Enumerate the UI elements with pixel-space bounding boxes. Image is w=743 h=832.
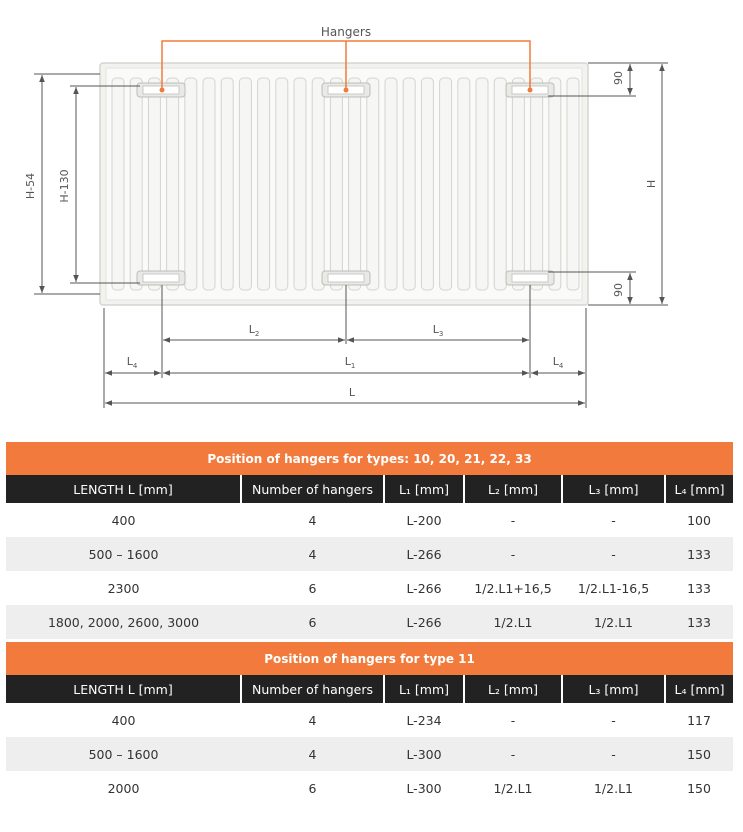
table-cell: 1/2.L1 [493,780,533,796]
table-cell: - [611,512,616,528]
column-header: LENGTH L [mm] [6,675,241,703]
table-cell: 4 [308,712,317,728]
radiator-fin [549,78,561,290]
table-cell: L-266 [384,605,464,639]
column-header: L₃ [mm] [562,675,665,703]
table-cell: 1/2.L1 [593,780,633,796]
table-row [6,703,733,737]
table-cell: 133 [665,537,733,571]
column-header: L₂ [mm] [464,675,562,703]
hanger-top-left [137,83,185,97]
radiator-fin [403,78,415,290]
table-cell: - [510,712,516,728]
label-90-bottom: 90 [612,283,625,297]
table-cell: 133 [687,580,711,596]
table-cell: 133 [665,605,733,639]
label-l3: $L_3$ [432,323,444,338]
table-cell: 150 [665,737,733,771]
table-cell: L-200 [406,512,442,528]
table1-title: Position of hangers for types: 10, 20, 21, 22, 33 [6,442,733,475]
label-h54: H-54 [24,172,37,200]
radiator-fin [276,78,288,290]
radiator-fin [421,78,433,290]
table-cell: 400 [111,512,136,528]
table-cell: 2000 [107,780,140,796]
column-header: L₃ [mm] [562,475,665,503]
label-h: H [645,179,658,189]
radiator-fin [440,78,452,290]
table-cell: 6 [308,580,317,596]
column-header: L₁ [mm] [384,475,464,503]
table-cell: L-266 [406,580,442,596]
table-cell: L-300 [384,737,464,771]
table-cell: 117 [687,712,711,728]
hanger-bottom-middle [322,271,370,285]
column-header: L₂ [mm] [464,475,562,503]
table-cell: 1/2.L1-16,5 [577,580,650,596]
table-cell: 400 [111,712,136,728]
table-cell: 4 [241,737,384,771]
table-cell: 2300 [107,580,140,596]
label-l4-right: $L_4$ [552,355,564,370]
label-l4-left: $L_4$ [126,355,138,370]
table-cell: 6 [308,780,317,796]
radiator-fin [221,78,233,290]
table-cell: 1/2.L1 [464,605,562,639]
radiator-fin [330,78,342,290]
table-cell: L-300 [406,780,442,796]
radiator-fin [239,78,251,290]
radiator-fin [458,78,470,290]
radiator-fin [312,78,324,290]
column-header: L₁ [mm] [384,675,464,703]
label-l2: $L_2$ [248,323,260,338]
hanger-bottom-right [506,271,554,285]
radiator-fin [512,78,524,290]
table2-title: Position of hangers for type 11 [6,642,733,675]
table-row [6,771,733,805]
table-cell: L-234 [406,712,442,728]
radiator-fin [476,78,488,290]
table-cell: 150 [687,780,711,796]
table1-header-row [6,475,733,503]
table-row [6,503,733,537]
radiator-fin [148,78,160,290]
table2-header-row [6,675,733,703]
label-l: L [348,386,356,399]
radiator-fin [349,78,361,290]
hanger-bottom-left [137,271,185,285]
hangers-table-types-10-33 [6,442,733,639]
table-cell: - [611,712,616,728]
table-cell: - [562,537,665,571]
table-cell: - [464,537,562,571]
label-l1: $L_1$ [344,355,356,370]
table-row [6,571,733,605]
radiator-fin [130,78,142,290]
table-cell: 100 [687,512,711,528]
column-header: L₄ [mm] [665,675,733,703]
column-header: Number of hangers [241,675,384,703]
table-row [6,605,733,639]
table-cell: 1800, 2000, 2600, 3000 [6,605,241,639]
column-header: L₄ [mm] [665,475,733,503]
label-90-top: 90 [612,71,625,85]
table-cell: L-266 [384,537,464,571]
table-cell: 500 – 1600 [6,737,241,771]
radiator-fin [185,78,197,290]
table-cell: - [464,737,562,771]
table-cell: - [510,512,516,528]
table-cell: 4 [241,537,384,571]
table-row [6,737,733,771]
table-cell: 1/2.L1 [562,605,665,639]
radiator-fin [112,78,124,290]
radiator-fin [367,78,379,290]
hangers-label: Hangers [320,25,372,39]
table-cell: 4 [308,512,317,528]
table-cell: - [562,737,665,771]
radiator-fin [258,78,270,290]
radiator-fin [494,78,506,290]
label-h130: H-130 [58,169,71,203]
radiator-fin [203,78,215,290]
column-header: LENGTH L [mm] [6,475,241,503]
hangers-table-type-11 [6,642,733,805]
radiator-fin [167,78,179,290]
table-cell: 6 [241,605,384,639]
radiator-fin [385,78,397,290]
radiator-fin [567,78,579,290]
column-header: Number of hangers [241,475,384,503]
table-cell: 1/2.L1+16,5 [474,580,552,596]
table-row [6,537,733,571]
radiator-fin [531,78,543,290]
radiator-fin [294,78,306,290]
table-cell: 500 – 1600 [6,537,241,571]
